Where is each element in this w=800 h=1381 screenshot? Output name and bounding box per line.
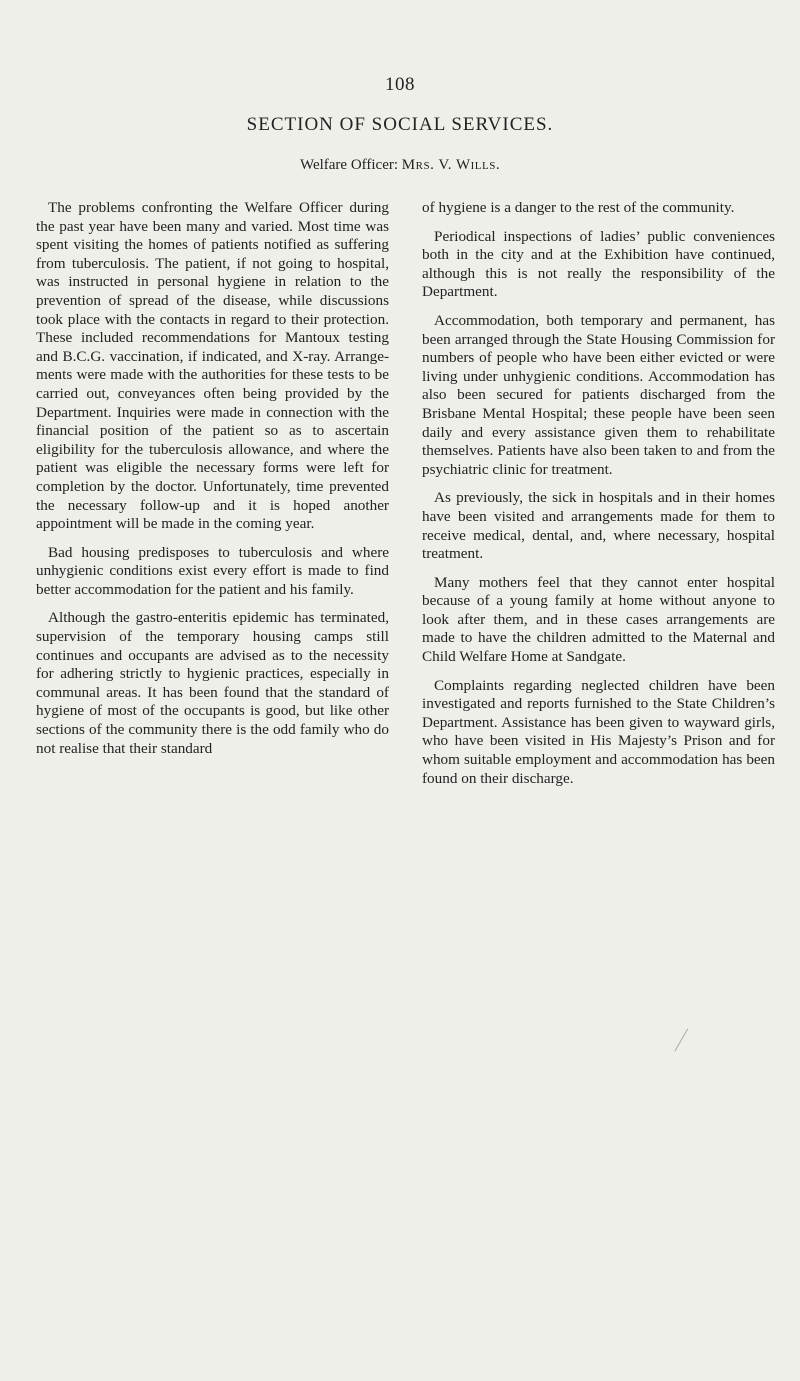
right-paragraph-5: Complaints regarding neglected children have been investigated and reports furnished to the State Children’s Department. Assistance has been given to wayward girls, who have been visited in His Majesty’s Prison and for whom suitable employment and accommodation has been found on their discharge. — [422, 676, 775, 787]
left-paragraph-3: Although the gastro-enteritis epidemic has terminated, supervision of the temporary housing camps still continues and occupants are advised as to the necessity for adhering strictly to hygienic practices, especially in communal areas. It has been found that the standard of hygiene of most of the occupants is good, but like other sections of the community there is the odd family who do not realise that their standard — [36, 609, 389, 757]
officer-name: Mrs. V. Wills. — [401, 157, 501, 173]
right-paragraph-1: Periodical inspections of ladies’ public conveniences both in the city and at the Exhibition have continued, although this is not really the responsibility of the Department. — [422, 227, 775, 301]
officer-line — [300, 157, 500, 174]
right-column — [422, 199, 775, 798]
left-column — [36, 199, 389, 768]
left-paragraph-1: The problems confronting the Welfare Officer during the past year have been many and varied. Most time was spent visiting the homes of patients notified as suffering from tuberculosis. The patient, if not going to hospital, was instructed in personal hygiene in relation to the prevention of spread of the disease, while discussions took place with the contacts in regard to their protection. These included recommendations for Mantoux testing and B.C.G. vaccination, if indicated, and X-ray. Arrangements were made with the authorities for these tests to be carried out, conveyances often being provided by the Department. Inquiries were made in connection with the financial position of the patient so as to ascertain eligibility for the tuberculosis allowance, and where the patient was eligible the necessary forms were left for completion by the doctor. Unfortunately, time prevented the necessary follow-up and it is hoped another appointment will be made in the coming year. — [36, 199, 389, 533]
stray-pencil-mark — [674, 1028, 698, 1057]
right-paragraph-2: Accommodation, both temporary and permanent, has been arranged through the State Housing Commission for numbers of people who have been either evicted or were living under unhygienic conditions. Accommodation has also been secured for patients discharged from the Brisbane Mental Hospital; these people have been seen daily and every assistance given them to rehabilitate themselves. Patients have also been taken to and from the psychiatric clinic for treatment. — [422, 311, 775, 478]
officer-label: Welfare Officer: — [300, 157, 399, 173]
section-title: SECTION OF SOCIAL SERVICES. — [246, 114, 554, 135]
right-paragraph-4: Many mothers feel that they cannot enter hospital because of a young family at home without anyone to look after them, and in these cases arrangements are made to have the children admitted to the Maternal and Child Welfare Home at Sandgate. — [422, 573, 775, 666]
page-number: 108 — [385, 74, 415, 95]
right-continuation: of hygiene is a danger to the rest of the community. — [422, 199, 735, 216]
left-paragraph-2: Bad housing predisposes to tuberculosis and where unhygienic conditions exist every effort is made to find better accommodation for the patient and his family. — [36, 543, 389, 598]
right-paragraph-3: As previously, the sick in hospitals and in their homes have been visited and arrangements made for them to receive medical, dental, and, where necessary, hospital treatment. — [422, 489, 775, 563]
